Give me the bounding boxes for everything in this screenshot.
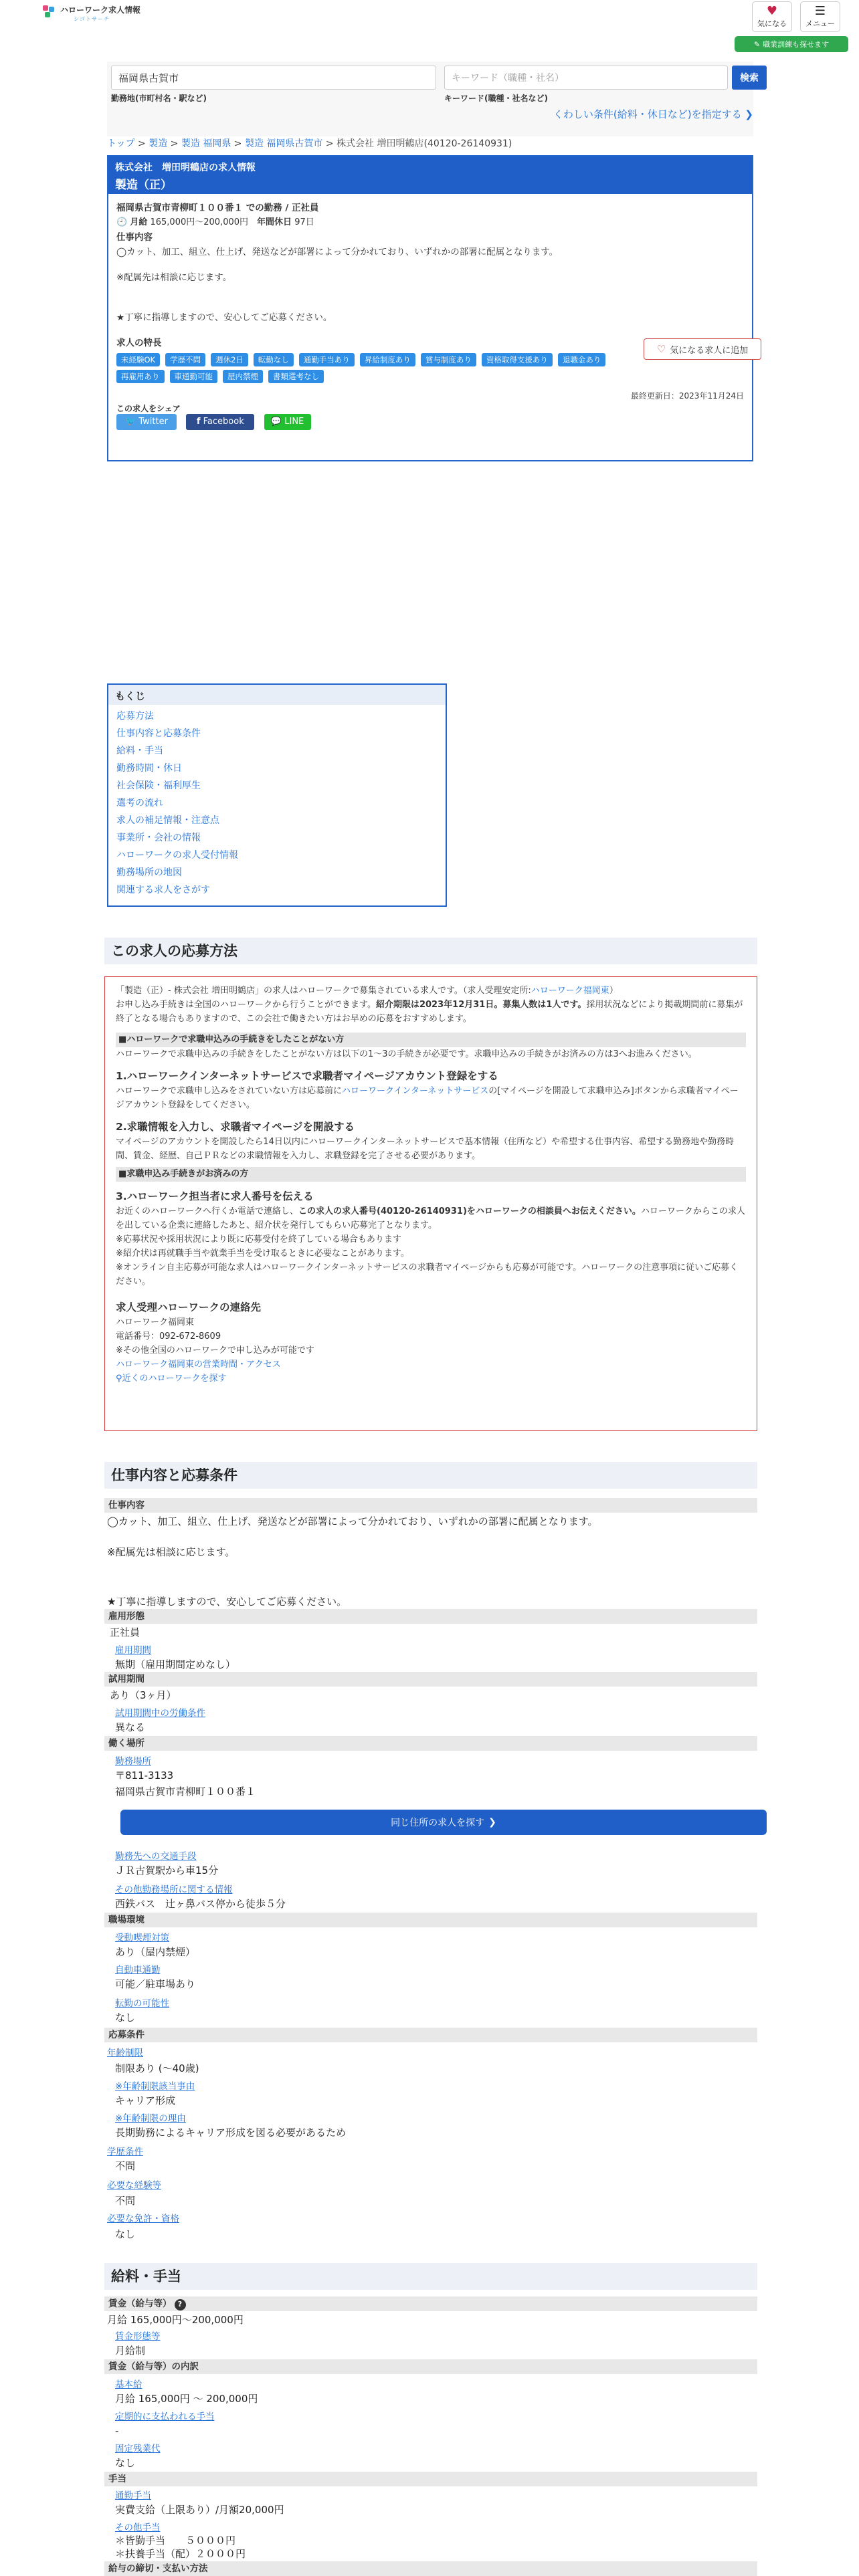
feature-tag: 転勤なし [254,353,294,366]
share-label: この求人をシェア [116,404,181,413]
add-favorite-label: 気になる求人に追加 [670,345,749,356]
keyword-input[interactable]: キーワード（職種・社名） [444,66,728,90]
car-commute-label: 自動車通勤 [115,1965,161,1975]
feature-tag: 屋内禁煙 [223,370,263,383]
other-allowance-2: ＊扶養手当（配）２０００円 [115,2548,246,2560]
note-2: ※紹介状は再就職手当や就業手当を受け取るときに必要なことがあります。 [116,1249,409,1259]
environment-head: 職場環境 [104,1913,757,1927]
holidays-label: 年間休日 [257,217,292,227]
feature-tag: 学歴不問 [165,353,205,366]
nearby-hellowork-link[interactable]: ⚲近くのハローワークを探す [116,1374,227,1384]
toc-item[interactable]: 事業所・会社の情報 [116,833,201,843]
heart-outline-icon: ♡ [656,343,666,355]
toc-title: もくじ [108,685,446,705]
employment-period-value: 無期（雇用期間定めなし） [115,1658,236,1671]
license-label: 必要な免許・資格 [107,2214,179,2224]
work-content-text-3: ★丁寧に指導しますので、安心してご応募ください。 [116,312,332,323]
toc-item[interactable]: ハローワークの求人受付情報 [116,850,238,861]
commute-allowance-label: 通勤手当 [115,2490,151,2501]
apply-intro-2c: 採用状況などにより掲載期間前に募集が終了となる場合もありますので、この会社で働きたい方はお早めの応募をおすすめします。 [116,1000,743,1024]
access-label: 勤務先への交通手段 [115,1851,197,1862]
trial-condition-label: 試用期間中の労働条件 [115,1708,205,1719]
search-button[interactable]: 検索 [732,66,767,90]
wage-value: 月給 165,000円〜200,000円 [107,2314,244,2326]
wage-breakdown-head: 賃金（給与等）の内訳 [104,2359,757,2374]
work-content-1: ◯カット、加工、組立、仕上げ、発送などが部署によって分かれており、いずれかの部署に配属となります。 [107,1515,598,1527]
toc-item[interactable]: 仕事内容と応募条件 [116,728,201,739]
job-title: 製造（正） [115,179,172,192]
experience-value: 不問 [115,2195,136,2207]
feature-tags [116,353,652,383]
facebook-icon: f [196,417,201,427]
step-1-text-b: の[マイページを開設して求職申込み]ボタンから求職者マイページアカウント登録をしてください。 [116,1086,739,1110]
fixed-overtime-value: なし [115,2457,136,2469]
age-limit-value: 制限あり (〜40歳) [115,2062,199,2074]
menu-button[interactable] [800,1,840,32]
base-pay-label: 基本給 [115,2379,142,2390]
base-pay-value: 月給 165,000円 〜 200,000円 [115,2393,258,2405]
step-3-text-c: ハローワークからこの求人を出している企業に連絡したあと、紹介状を発行してもらい応募完了となります。 [116,1206,745,1230]
wage-form-label: 賃金形態等 [115,2331,161,2342]
feature-tag: 通勤手当あり [299,353,355,366]
toc-item[interactable]: 求人の補足情報・注意点 [116,815,219,826]
pencil-icon: ✎ [753,39,761,49]
holidays-value: 97日 [294,217,314,227]
smoking-value: あり（屋内禁煙） [115,1946,196,1958]
workplace-address: 福岡県古賀市青柳町１００番１ [115,1786,256,1798]
apply-intro-1: 「製造（正）- 株式会社 増田明鶴店」の求人はハローワークで募集されている求人です。（求人受理安定所: [116,986,531,996]
table-of-contents [107,683,447,907]
feature-tag: 昇給制度あり [360,353,415,366]
other-access-value: 西鉄バス 辻ヶ鼻バス停から徒歩５分 [115,1898,286,1910]
site-logo[interactable] [43,5,140,24]
line-icon: 💬 [270,417,282,427]
feature-tag: 車通勤可能 [170,370,218,383]
breadcrumb-manufacturing-koga[interactable]: 製造 福岡県古賀市 [244,138,323,149]
job-summary-card [107,155,753,461]
step-2-title: 2.求職情報を入力し、求職者マイページを開設する [116,1121,355,1133]
workplace-head: 働く場所 [104,1736,757,1751]
step-1-title: 1.ハローワークインターネットサービスで求職者マイページアカウント登録をする [116,1070,498,1082]
section-title-apply: この求人の応募方法 [104,938,757,964]
twitter-icon: 🐦 [125,417,136,427]
toc-item[interactable]: 給料・手当 [116,746,163,756]
wage-head-label: 賃金（給与等） [108,2298,172,2309]
age-why-value: 長期勤務によるキャリア形成を図る必要があるため [115,2127,347,2139]
work-content-text-2: ※配属先は相談に応じます。 [116,272,232,283]
pay-method-head: 給与の締切・支払い方法 [104,2561,757,2576]
logo-text: ハローワーク求人情報 [60,5,141,15]
detail-search-link[interactable]: くわしい条件(給料・休日など)を指定する ❯ [553,108,753,120]
contact-name: ハローワーク福岡東 [116,1317,195,1327]
breadcrumb: トップ > 製造 > 製造 福岡県 > 製造 福岡県古賀市 > 株式会社 増田明鶴店(40120-26140931) [107,138,512,149]
sub-text-new: ハローワークで求職申込みの手続きをしたことがない方は以下の1〜3の手続きが必要です。求職申込みの手続きがお済みの方は3へお進みください。 [116,1049,697,1059]
requirements-head: 応募条件 [104,2028,757,2042]
feature-tag: 週休2日 [211,353,248,366]
breadcrumb-manufacturing[interactable]: 製造 [149,138,168,149]
other-allowance-1: ＊皆勤手当 ５０００円 [115,2535,236,2547]
vocational-training-label: 職業訓練も探せます [763,40,830,49]
license-value: なし [115,2228,136,2240]
work-content-2: ※配属先は相談に応じます。 [107,1546,235,1558]
apply-method-box [104,976,757,1431]
education-label: 学歴条件 [107,2147,143,2157]
location-label: 勤務地(市町村名・駅など) [111,94,207,103]
transfer-label: 転勤の可能性 [115,1998,169,2009]
feature-tag: 再雇用あり [116,370,165,383]
toc-item[interactable]: 選考の流れ [116,798,163,809]
step-3-text-b: この求人の求人番号(40120-26140931)をハローワークの相談員へお伝えください。 [298,1206,641,1216]
feature-tag: 書類選考なし [268,370,324,383]
toc-item[interactable]: 勤務場所の地図 [116,867,182,878]
search-panel [107,62,759,136]
same-address-jobs-button[interactable]: 同じ住所の求人を探す ❯ [120,1810,767,1835]
chevron-right-icon: ❯ [745,108,753,120]
other-allowance-label: その他手当 [115,2523,161,2533]
chevron-right-icon: ❯ [488,1817,496,1828]
breadcrumb-top[interactable]: トップ [107,138,135,149]
toc-item[interactable]: 社会保険・福利厚生 [116,780,201,791]
smoking-label: 受動喫煙対策 [115,1933,169,1943]
commute-allowance-value: 実費支給（上限あり）/月額20,000円 [115,2504,284,2516]
hamburger-icon: ☰ [814,4,826,18]
features-label: 求人の特長 [116,338,162,348]
last-updated: 最終更新日：2023年11月24日 [630,391,744,401]
workplace-label: 勤務場所 [115,1756,151,1767]
company-name: 株式会社 増田明鶴店の求人情報 [115,163,256,173]
salary-value: 165,000円〜200,000円 [150,217,249,227]
access-value: ＪＲ古賀駅から車15分 [115,1864,219,1876]
contact-tel: 電話番号：092-672-8609 [116,1331,221,1341]
sub-heading-new: ■ハローワークで求職申込みの手続きをしたことがない方 [116,1033,746,1047]
hellowork-office-link[interactable]: ハローワーク福岡東 [531,986,609,996]
note-1: ※応募状況や採用状況により既に応募受付を終了している場合もあります [116,1235,401,1245]
location-input[interactable]: 福岡県古賀市 [111,66,436,90]
breadcrumb-manufacturing-fukuoka[interactable]: 製造 福岡県 [181,138,231,149]
employment-value: 正社員 [110,1626,140,1638]
line-share-button[interactable]: 💬 LINE [264,414,311,430]
toc-item[interactable]: 関連する求人をさがす [116,885,210,895]
internet-service-link[interactable]: ハローワークインターネットサービス [342,1086,489,1096]
facebook-share-button[interactable]: f Facebook [186,414,254,430]
job-location-line: 福岡県古賀市青柳町１００番１ での勤務 / 正社員 [116,203,319,213]
trial-condition-value: 異なる [115,1721,146,1733]
trial-value: あり（3ヶ月） [110,1689,177,1701]
wage-form-value: 月給制 [115,2345,146,2357]
section-title-pay: 給料・手当 [104,2263,757,2290]
salary-label: 月給 [130,217,148,227]
favorites-button[interactable] [752,1,792,32]
contact-title: 求人受理ハローワークの連絡先 [116,1301,262,1313]
age-reason-label: ※年齢制限該当事由 [115,2081,195,2092]
other-access-label: その他勤務場所に関する情報 [115,1885,233,1895]
feature-tag: 資格取得支援あり [482,353,553,366]
work-content-3: ★丁寧に指導しますので、安心してご応募ください。 [107,1596,347,1608]
search-icon: ⚲ [116,1374,122,1384]
keyword-label: キーワード(職種・社名など) [444,94,548,103]
office-access-link[interactable]: ハローワーク福岡東の営業時間・アクセス [116,1360,281,1370]
toc-item[interactable]: 応募方法 [116,711,154,722]
apply-intro-1-end: ） [609,986,618,996]
breadcrumb-current: 株式会社 増田明鶴店(40120-26140931) [337,138,512,149]
sub-heading-registered: ■求職申込み手続きがお済みの方 [116,1167,746,1182]
wage-head [104,2296,757,2311]
experience-label: 必要な経験等 [107,2180,161,2191]
vocational-training-button[interactable] [735,36,848,52]
heart-icon: ♥ [766,4,778,18]
twitter-share-button[interactable]: 🐦 Twitter [116,414,177,430]
add-favorite-button[interactable] [644,338,761,360]
fixed-allowance-value: - [115,2425,119,2437]
logo-subtext: シゴトサーチ [74,16,110,22]
favorites-label: 気になる [757,19,787,28]
feature-tag: 退職金あり [558,353,606,366]
allowance-head: 手当 [104,2472,757,2486]
contact-note: ※その他全国のハローワークで申し込みが可能です [116,1346,314,1356]
feature-tag: 未経験OK [116,353,160,366]
transfer-value: なし [115,2012,136,2024]
workplace-zip: 〒811-3133 [115,1769,174,1782]
work-content-text-1: ◯カット、加工、組立、仕上げ、発送などが部署によって分かれており、いずれかの部署に配属となります。 [116,247,559,257]
employment-period-label: 雇用期間 [115,1645,151,1656]
fixed-allowance-label: 定期的に支払われる手当 [115,2411,215,2422]
work-content-head: 仕事内容 [104,1498,757,1513]
step-2-text: マイページのアカウントを開設したら14日以内にハローワークインターネットサービスで基本情報（住所など）や希望する仕事内容、希望する勤務地や勤務時間、賃金、経歴、自己ＰＲなどの求職情報を入力し、求職登録を完了させる必要があります。 [116,1137,735,1161]
age-limit-label: 年齢制限 [107,2048,143,2058]
step-3-title: 3.ハローワーク担当者に求人番号を伝える [116,1190,314,1202]
age-reason-value: キャリア形成 [115,2095,176,2107]
feature-tag: 賞与制度あり [421,353,476,366]
toc-item[interactable]: 勤務時間・休日 [116,763,182,774]
apply-intro-2b: 紹介期限は2023年12月31日。募集人数は1人です。 [375,1000,587,1010]
employment-head: 雇用形態 [104,1609,757,1624]
apply-intro-2a: お申し込み手続きは全国のハローワークから行うことができます。 [116,1000,376,1010]
car-commute-value: 可能／駐車場あり [115,1978,196,1990]
age-why-label: ※年齢制限の理由 [115,2113,186,2124]
step-1-text-a: ハローワークで求職申し込みをされていない方は応募前に [116,1086,343,1096]
logo-icon [43,5,56,19]
trial-head: 試用期間 [104,1672,757,1687]
education-value: 不問 [115,2160,136,2172]
clock-icon: 🕘 [116,217,128,227]
note-3: ※オンライン自主応募が可能な求人はハローワークインターネットサービスの求職者マイページからも応募が可能です。ハローワークの注意事項に従いご応募ください。 [116,1263,739,1287]
section-title-work: 仕事内容と応募条件 [104,1462,757,1489]
fixed-overtime-label: 固定残業代 [115,2444,161,2454]
help-icon[interactable]: ? [175,2299,186,2311]
menu-label: メニュー [805,19,835,28]
step-3-text-a: お近くのハローワークへ行くか電話で連絡し、 [116,1206,299,1216]
work-content-label: 仕事内容 [116,232,153,243]
